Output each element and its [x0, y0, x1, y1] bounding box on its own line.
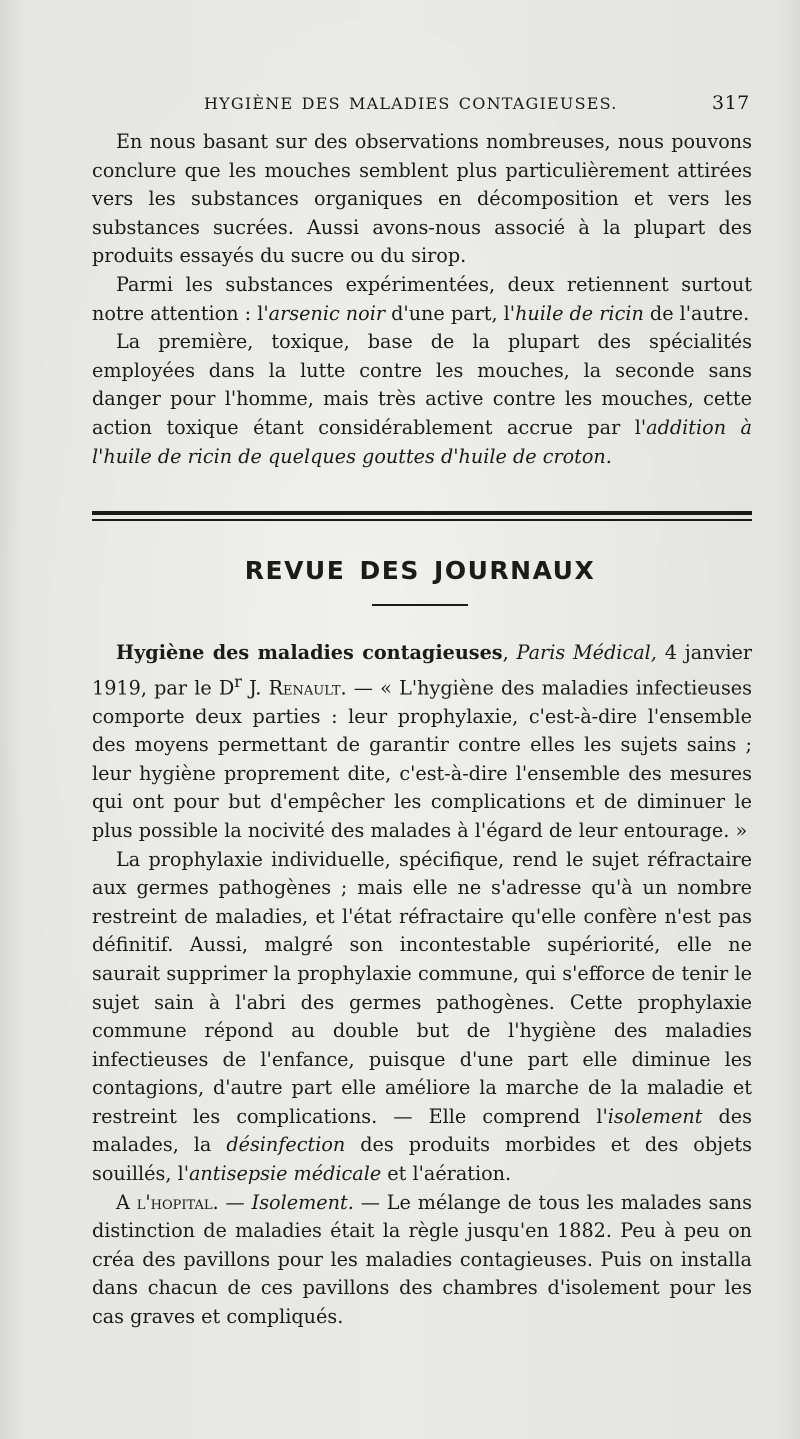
paragraph: En nous basant sur des observations nombreuses, nous pouvons conclure que les mouches semblent plus particulièrement attirées vers les substances organiques en décomposition et vers les substances sucrées. Aussi avons-nous associé à la plupart des produits essayés du sucre ou du sirop. [92, 130, 752, 268]
section-divider-thin [92, 519, 752, 521]
article-text-block [92, 639, 752, 1332]
section-divider-thick [92, 511, 752, 515]
italic-term: désinfection [226, 1133, 346, 1157]
paragraph: Parmi les substances expérimentées, deux retiennent surtout notre attention : l'arsenic noir d'une part, l'huile de ricin de l'autre. [92, 272, 752, 325]
author-name: Renault [268, 675, 341, 699]
italic-term: arsenic noir [268, 301, 386, 325]
italic-term: antisepsie médicale [188, 1162, 382, 1186]
subsection-label: A l'hopital. [116, 1190, 219, 1214]
page-number: 317 [712, 92, 750, 114]
article-intro-paragraph: Hygiène des maladies contagieuses, Paris Médical, 4 janvier 1919, par le $D^r$ J. Renault. — « L'hygiène des maladies infectieuses comporte deux parties : leur prophylaxie, c'est-à-dire l'ensemble des moyens permettant de garantir contre elles les sujets sains ; leur hygiène proprement dite, c'est-à-dire l'ensemble des mesures qui ont pour but d'empêcher les complications et de diminuer le plus possible la nocivité des malades à l'égard de leur entourage. » [92, 641, 753, 842]
page-header [0, 92, 800, 122]
subsection-heading: Isolement. [251, 1190, 354, 1214]
italic-term: huile de ricin [515, 301, 644, 325]
dr-superscript: r [234, 671, 242, 691]
section-title: REVUE DES JOURNAUX [244, 556, 596, 585]
italic-phrase: addition à l'huile de ricin de quelques gouttes d'huile de croton. [92, 415, 752, 468]
italic-term: isolement [607, 1104, 703, 1128]
top-text-block [92, 128, 752, 471]
journal-name: Paris Médical, [516, 641, 657, 664]
paragraph: La première, toxique, base de la plupart des spécialités employées dans la lutte contre les mouches, la seconde sans danger pour l'homme, mais très active contre les mouches, cette action toxique étant considérablement accrue par l'addition à l'huile de ricin de quelques gouttes d'huile de croton. [92, 330, 752, 468]
paragraph: La prophylaxie individuelle, spécifique, rend le sujet réfractaire aux germes pathogènes ; mais elle ne s'adresse qu'à un nombre restreint de maladies, et l'état réfractaire qu'elle confère n'est pas définitif. Aussi, malgré son incontestable supériorité, elle ne saurait supprimer la prophylaxie commune, qui s'efforce de tenir le sujet sain à l'abri des germes pathogènes. Cette prophylaxie commune répond au double but de l'hygiène des maladies infectieuses de l'enfance, puisque d'une part elle diminue les contagions, d'autre part elle améliore la marche de la maladie et restreint les complications. — Elle comprend l'isolement des malades, la désinfection des produits morbides et des objets souillés, l'antisepsie médicale et l'aération. [92, 847, 752, 1186]
paragraph: A l'hopital. — Isolement. — Le mélange de tous les malades sans distinction de maladies était la règle jusqu'en 1882. Peu à peu on créa des pavillons pour les maladies contagieuses. Puis on installa dans chacun de ces pavillons des chambres d'isolement pour les cas graves et compliqués. [92, 1190, 752, 1329]
running-title: HYGIÈNE DES MALADIES CONTAGIEUSES. [204, 94, 618, 113]
article-title: Hygiène des maladies contagieuses [116, 641, 503, 664]
title-underline [372, 604, 468, 606]
